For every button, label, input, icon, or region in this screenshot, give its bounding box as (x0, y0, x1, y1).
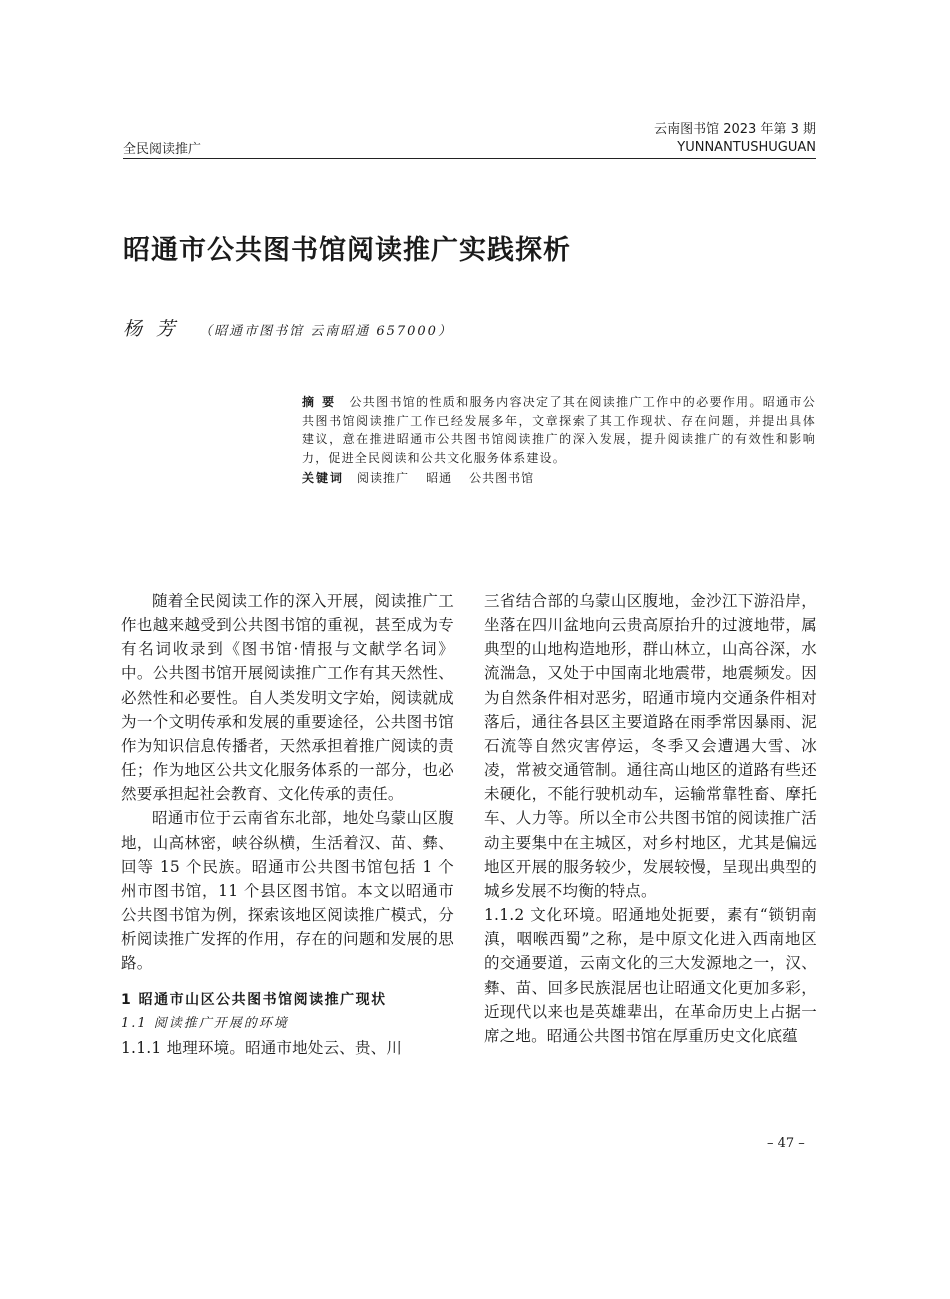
page-number: – 47 – (767, 1136, 805, 1151)
paragraph: 三省结合部的乌蒙山区腹地，金沙江下游沿岸，坐落在四川盆地向云贵高原抬升的过渡地带，属典型的山地构造地形，群山林立，山高谷深，水流湍急，又处于中国南北地震带，地震频发。因为自然条件相对恶劣，昭通市境内交通条件相对落后，通往各县区主要道路在雨季常因暴雨、泥石流等自然灾害停运，冬季又会遭遇大雪、冰凌，常被交通管制。通往高山地区的道路有些还未硬化，不能行驶机动车，运输常靠牲畜、摩托车、人力等。所以全市公共图书馆的阅读推广活动主要集中在主城区，对乡村地区，尤其是偏远地区开展的服务较少，发展较慢，呈现出典型的城乡发展不均衡的特点。 (484, 592, 817, 900)
abstract-label: 摘要 (302, 395, 343, 409)
header-rule (123, 158, 816, 159)
subsubsection-label: 1.1.1 地理环境。 (121, 1038, 246, 1057)
paragraph (121, 1036, 454, 1060)
article-title: 昭通市公共图书馆阅读推广实践探析 (123, 235, 571, 266)
paragraph-text: 昭通地处扼要，素有“锁钥南滇，咽喉西蜀”之称，是中原文化进入西南地区的交通要道，云南文化的三大发源地之一，汉、彝、苗、回多民族混居也让昭通文化更加多彩，近现代以来也是英雄辈出，在革命历史上占据一席之地。昭通公共图书馆在厚重历史文化底蕴 (484, 906, 817, 1045)
abstract-text: 公共图书馆的性质和服务内容决定了其在阅读推广工作中的必要作用。昭通市公共图书馆阅读推广工作已经发展多年，文章探索了其工作现状、存在问题，并提出具体建议，意在推进昭通市公共图书馆阅读推广的深入发展，提升阅读推广的有效性和影响力，促进全民阅读和公共文化服务体系建设。 (302, 395, 816, 465)
subsubsection-label: 1.1.2 文化环境。 (484, 906, 613, 925)
paragraph: 随着全民阅读工作的深入开展，阅读推广工作也越来越受到公共图书馆的重视，甚至成为专有名词收录到《图书馆·情报与文献学名词》中。公共图书馆开展阅读推广工作有其天然性、必然性和必要性。自人类发明文字始，阅读就成为一个文明传承和发展的重要途径，公共图书馆作为知识信息传播者，天然承担着推广阅读的责任；作为地区公共文化服务体系的一部分，也必然要承担起社会教育、文化传承的责任。 (121, 592, 454, 804)
running-header-journal (654, 121, 816, 157)
journal-name-latin: YUNNANTUSHUGUAN (677, 140, 816, 155)
subsection-heading: 1.1 阅读推广开展的环境 (121, 1015, 289, 1031)
body-column-right (484, 589, 817, 1048)
keywords-row (302, 469, 816, 488)
abstract-body (302, 393, 816, 467)
keyword: 阅读推广 (357, 471, 410, 485)
section-heading: 1 昭通市山区公共图书馆阅读推广现状 (121, 991, 387, 1008)
author-name: 杨芳 (123, 318, 190, 340)
paragraph: 昭通市位于云南省东北部，地处乌蒙山区腹地，山高林密，峡谷纵横，生活着汉、苗、彝、回等 15 个民族。昭通市公共图书馆包括 1 个州市图书馆，11 个县区图书馆。本文以昭通市公共图书馆为例，探索该地区阅读推广模式，分析阅读推广发挥的作用，存在的问题和发展的思路。 (121, 809, 454, 973)
keyword: 公共图书馆 (469, 471, 535, 485)
keywords-label: 关键词 (302, 471, 345, 485)
running-header-section: 全民阅读推广 (123, 142, 202, 157)
paragraph (484, 903, 817, 1048)
author-affiliation: （昭通市图书馆 云南昭通 657000） (199, 324, 453, 339)
paragraph-text: 昭通市地处云、贵、川 (245, 1038, 403, 1057)
journal-issue: 云南图书馆 2023 年第 3 期 (654, 122, 816, 137)
body-column-left (121, 589, 454, 1060)
abstract-block (302, 393, 816, 488)
keyword: 昭通 (426, 471, 453, 485)
author-line (123, 314, 453, 341)
